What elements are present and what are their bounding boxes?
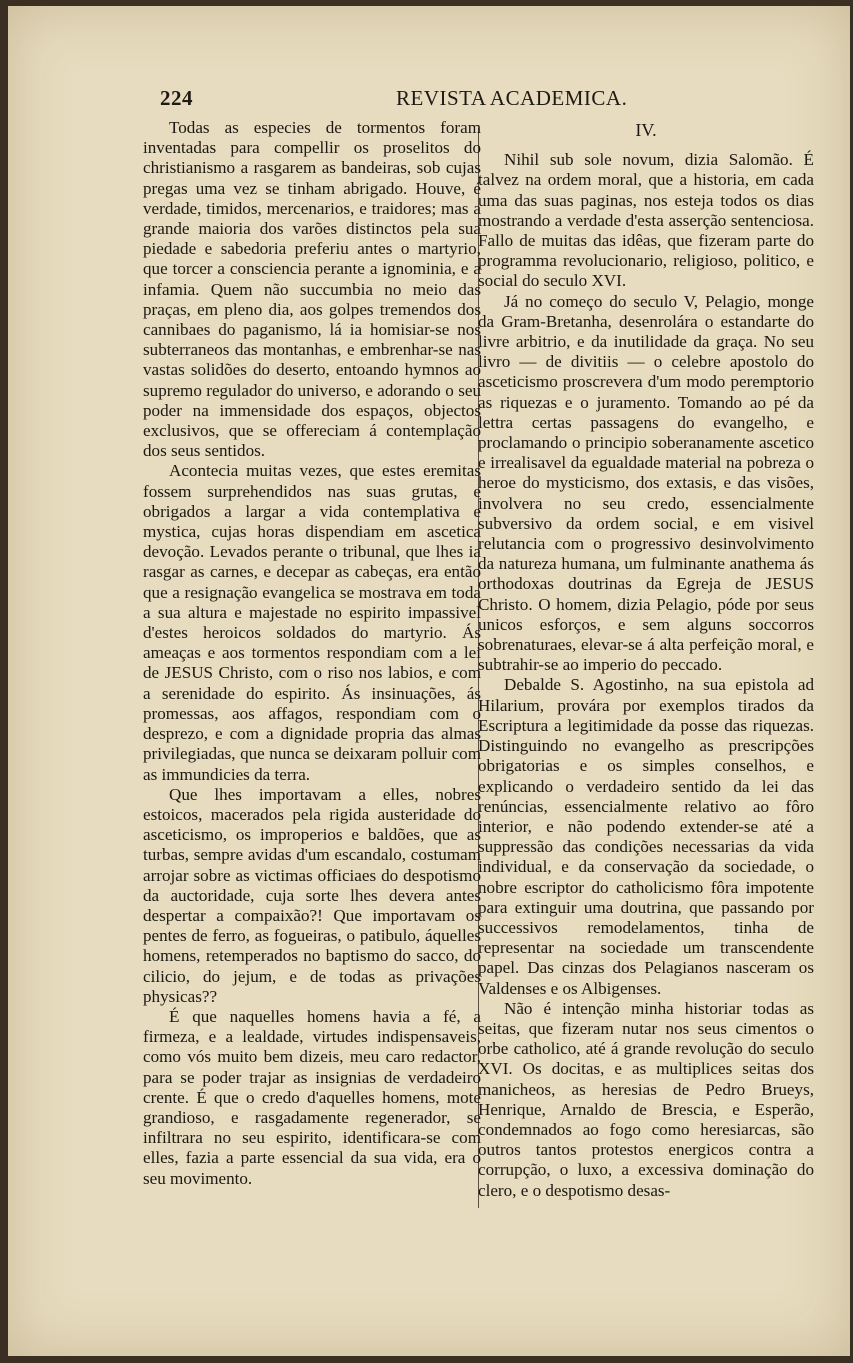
- paragraph: Todas as especies de tormentos foram inventadas para compellir os proselitos do christianismo a rasgarem as bandeiras, sob cujas pregas uma vez se tinham abrigado. Houve, é verdade, timidos, mercenarios, e traidores; mas a grande maioria dos varões distinctos pela sua piedade e sabedoria preferiu antes o martyrio, que torcer a consciencia perante a ignominia, e a infamia. Quem não succumbia no meio das praças, em pleno dia, aos golpes tremendos dos cannibaes do paganismo, lá ia homisiar-se nos subterraneos das montanhas, e embrenhar-se nas vastas solidões do deserto, entoando hymnos ao supremo regulador do universo, e adorando o seu poder na immensidade dos espaços, objectos exclusivos, que se offereciam á contemplação dos seus sentidos.: [143, 118, 481, 461]
- left-column: [143, 118, 481, 1189]
- paragraph: Acontecia muitas vezes, que estes eremitas fossem surprehendidos nas suas grutas, e obrigados a largar a vida contemplativa e mystica, cujas horas dispendiam em ascetica devoção. Levados perante o tribunal, que lhes ia rasgar as carnes, e decepar as cabeças, era então que a resignação evangelica se mostrava em toda a sua altura e majestade no espirito impassivel d'estes heroicos soldados do martyrio. Ás ameaças e aos tormentos respondiam com a lei de JESUS Christo, com o riso nos labios, e com a serenidade do espirito. Ás insinuações, ás promessas, aos affagos, respondiam com o desprezo, e com a dignidade propria das almas privilegiadas, que nunca se deixaram polluir com as immundicies da terra.: [143, 461, 481, 784]
- page-number: 224: [160, 86, 193, 110]
- right-column: [478, 118, 814, 1201]
- paragraph: Debalde S. Agostinho, na sua epistola ad Hilarium, provára por exemplos tirados da Escriptura a legitimidade da posse das riquezas. Distinguindo no evangelho as prescripções obrigatorias e os simples conselhos, e explicando o verdadeiro sentido da lei das renúncias, essencialmente relativo ao fôro interior, e não podendo extender-se até a suppressão das condições necessarias da vida individual, e da conservação da sociedade, o nobre escriptor do catholicismo fôra impotente para extinguir uma doutrina, que passando por successivos remodelamentos, tinha de representar na sociedade um transcendente papel. Das cinzas dos Pelagianos nasceram os Valdenses e os Albigenses.: [478, 675, 814, 998]
- paragraph: Não é intenção minha historiar todas as seitas, que fizeram nutar nos seus cimentos o orbe catholico, até á grande revolução do seculo XVI. Os docitas, e as multiplices seitas dos manicheos, as heresias de Pedro Brueys, Henrique, Arnaldo de Brescia, e Esperão, condemnados ao fogo como heresiarcas, são outros tantos protestos energicos contra a corrupção, o luxo, a excessiva dominação do clero, e o despotismo desas-: [478, 998, 814, 1200]
- paragraph: Já no começo do seculo V, Pelagio, monge da Gram-Bretanha, desenrolára o estandarte do livre arbitrio, e da inutilidade da graça. No seu livro — de divitiis — o celebre apostolo do asceticismo proscrevera d'um modo peremptorio as riquezas e o juramento. Tomando ao pé da lettra certas passagens do evangelho, e proclamando o principio soberanamente ascetico e irrealisavel da egualdade material na pobreza o heroe do mysticismo, dos extasis, e das visões, involvera no seu credo, essencialmente subversivo da ordem social, e em visivel relutancia com o progressivo desinvolvimento da natureza humana, um fulminante anathema ás orthodoxas doutrinas da Egreja de JESUS Christo. O homem, dizia Pelagio, póde por seus unicos esforços, e sem alguns soccorros sobrenaturaes, elevar-se á alta perfeição moral, e subtrahir-se ao imperio do peccado.: [478, 291, 814, 675]
- page-header: [160, 86, 830, 116]
- running-title: REVISTA ACADEMICA.: [396, 86, 628, 110]
- paragraph: Nihil sub sole novum, dizia Salomão. É talvez na ordem moral, que a historia, em cada uma das suas paginas, nos esteja todos os dias mostrando a verdade d'esta asserção sentenciosa. Fallo de muitas das idêas, que fizeram parte do programma revolucionario, religioso, politico, e social do seculo XVI.: [478, 150, 814, 291]
- paragraph: É que naquelles homens havia a fé, a firmeza, e a lealdade, virtudes indispensaveis, como vós muito bem dizeis, meu caro redactor, para se poder trajar as insignias de verdadeiro crente. É que o credo d'aquelles homens, mote grandioso, e rasgadamente regenerador, se infiltrara no seu espirito, identificara-se com elles, fazia a parte essencial da sua vida, era o seu movimento.: [143, 1006, 481, 1188]
- section-heading: IV.: [635, 120, 657, 140]
- paragraph: Que lhes importavam a elles, nobres estoicos, macerados pela rigida austeridade do asceticismo, os improperios e baldões, que as turbas, sempre avidas d'um escandalo, costumam arrojar sobre as victimas officiaes do despotismo da auctoridade, cuja sorte lhes devera antes despertar a compaixão?! Que importavam os pentes de ferro, as fogueiras, o patibulo, áquelles homens, retemperados no baptismo do sacco, do cilicio, do jejum, e de todas as privações physicas??: [143, 784, 481, 1006]
